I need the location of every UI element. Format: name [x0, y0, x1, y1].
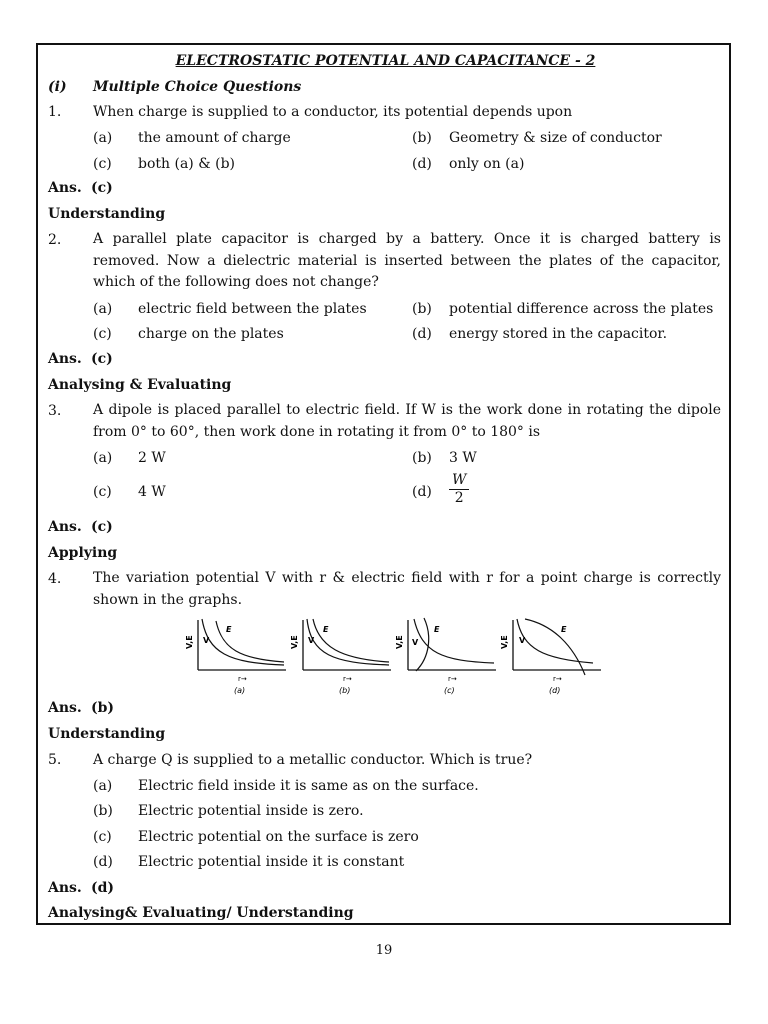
graph-x-axis-label: r→ [553, 675, 562, 683]
page-title: ELECTROSTATIC POTENTIAL AND CAPACITANCE - 2 [175, 53, 596, 69]
category-label: Analysing& Evaluating/ Understanding [48, 905, 354, 921]
graph-y-axis-label: V,E [500, 635, 509, 649]
answer-value: (c) [91, 519, 113, 535]
graph-e-label: E [226, 625, 232, 634]
option-text: both (a) & (b) [138, 156, 236, 172]
fraction-numerator: W [449, 472, 469, 490]
answer-value: (c) [91, 351, 113, 367]
option-text: Electric potential on the surface is zero [138, 829, 419, 845]
graph-x-axis-label: r→ [448, 675, 457, 683]
option-key: (a) [93, 778, 113, 794]
option-text: 2 W [138, 450, 166, 466]
option-text: Electric potential inside it is constant [138, 854, 405, 870]
graph-d [500, 619, 601, 695]
question-text: A dipole is placed parallel to electric field. If W is the work done in rotating the dipole from 0° to 60°, then work done in rotating it from 0° to 180° is [93, 402, 721, 440]
option-key: (b) [412, 301, 432, 317]
option-text: 3 W [449, 450, 477, 466]
answer-label: Ans. [48, 880, 82, 896]
graph-y-axis-label: V,E [185, 635, 194, 649]
question-text: A parallel plate capacitor is charged by a battery. Once it is charged battery is removed. Now a dielectric material is inserted between the plates of the capacitor, which of the following does not change? [93, 231, 721, 290]
option-key: (c) [93, 829, 112, 845]
option-text: electric field between the plates [138, 301, 367, 317]
graph-e-label: E [323, 625, 329, 634]
answer-label: Ans. [48, 180, 82, 196]
answer-value: (c) [91, 180, 113, 196]
graph-y-axis-label: V,E [290, 635, 299, 649]
graph-v-label: V [203, 636, 210, 645]
option-key: (c) [93, 156, 112, 172]
option-key: (a) [93, 130, 113, 146]
option-text: only on (a) [449, 156, 525, 172]
option-key: (d) [93, 854, 113, 870]
graph-x-axis-label: r→ [343, 675, 352, 683]
answer-label: Ans. [48, 700, 82, 716]
option-text: Electric field inside it is same as on the surface. [138, 778, 479, 794]
option-text: the amount of charge [138, 130, 291, 146]
section-number: (i) [48, 79, 67, 95]
option-key: (c) [93, 326, 112, 342]
graph-a [185, 619, 286, 695]
page-number: 19 [375, 943, 393, 958]
question-text: When charge is supplied to a conductor, its potential depends upon [93, 104, 573, 120]
graph-v-label: V [519, 636, 526, 645]
graph-label: (b) [339, 686, 351, 695]
option-key: (b) [412, 450, 432, 466]
graph-e-label: E [434, 625, 440, 634]
option-key: (d) [412, 156, 432, 172]
option-key: (d) [412, 484, 432, 500]
category-label: Applying [48, 545, 118, 561]
graph-label: (a) [234, 686, 246, 695]
graphs-svg [185, 615, 598, 697]
question-number: 3. [48, 403, 62, 419]
graph-e-label: E [561, 625, 567, 634]
fraction [449, 472, 469, 507]
question-number: 2. [48, 232, 62, 248]
graph-label: (d) [549, 686, 561, 695]
option-text: energy stored in the capacitor. [449, 326, 668, 342]
graph-b [290, 619, 391, 695]
graph-label: (c) [444, 686, 455, 695]
category-label: Understanding [48, 726, 166, 742]
option-text: Electric potential inside is zero. [138, 803, 364, 819]
answer-value: (d) [91, 880, 115, 896]
option-key: (b) [93, 803, 113, 819]
graph-v-label: V [412, 638, 419, 647]
option-key: (d) [412, 326, 432, 342]
category-label: Analysing & Evaluating [48, 377, 232, 393]
graph-options [185, 615, 598, 697]
option-text: Geometry & size of conductor [449, 130, 662, 146]
option-text: 4 W [138, 484, 166, 500]
question-box [36, 43, 731, 925]
question-number: 5. [48, 752, 62, 768]
option-key: (a) [93, 301, 113, 317]
answer-label: Ans. [48, 351, 82, 367]
option-key: (a) [93, 450, 113, 466]
question-number: 1. [48, 104, 62, 120]
option-text: potential difference across the plates [449, 301, 714, 317]
graph-c [395, 618, 496, 695]
option-key: (c) [93, 484, 112, 500]
question-number: 4. [48, 571, 62, 587]
section-label: Multiple Choice Questions [93, 79, 302, 95]
question-text: The variation potential V with r & electric field with r for a point charge is correctly shown in the graphs. [93, 570, 721, 608]
option-key: (b) [412, 130, 432, 146]
category-label: Understanding [48, 206, 166, 222]
fraction-denominator: 2 [454, 490, 464, 506]
graph-x-axis-label: r→ [238, 675, 247, 683]
graph-v-label: V [308, 636, 315, 645]
option-text: charge on the plates [138, 326, 284, 342]
answer-value: (b) [91, 700, 115, 716]
graph-y-axis-label: V,E [395, 635, 404, 649]
question-text: A charge Q is supplied to a metallic conductor. Which is true? [93, 752, 533, 768]
answer-label: Ans. [48, 519, 82, 535]
